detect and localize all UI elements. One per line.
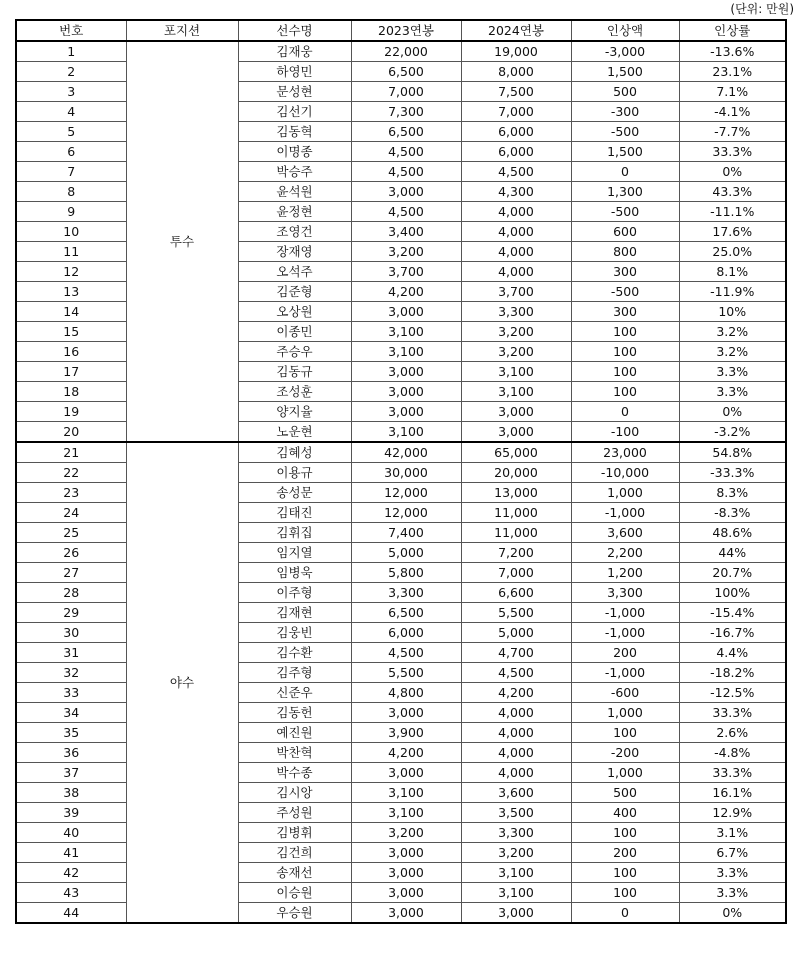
cell-player-name: 조성훈 (238, 382, 351, 402)
cell-salary-2023: 7,000 (351, 82, 461, 102)
cell-position: 야수 (126, 442, 238, 923)
cell-player-name: 임병욱 (238, 563, 351, 583)
cell-player-name: 김재현 (238, 603, 351, 623)
cell-player-name: 김혜성 (238, 442, 351, 463)
cell-salary-2024: 19,000 (461, 41, 571, 62)
cell-player-name: 하영민 (238, 62, 351, 82)
cell-salary-2024: 8,000 (461, 62, 571, 82)
cell-raise-rate: 3.2% (679, 342, 786, 362)
cell-player-name: 김수환 (238, 643, 351, 663)
cell-raise-rate: 3.3% (679, 362, 786, 382)
cell-salary-2023: 3,000 (351, 763, 461, 783)
cell-salary-2024: 11,000 (461, 523, 571, 543)
cell-raise-rate: 12.9% (679, 803, 786, 823)
cell-raise-amount: 500 (571, 783, 679, 803)
cell-raise-rate: 2.6% (679, 723, 786, 743)
cell-player-name: 임지열 (238, 543, 351, 563)
cell-raise-amount: 200 (571, 843, 679, 863)
cell-number: 25 (16, 523, 126, 543)
cell-player-name: 박승주 (238, 162, 351, 182)
cell-raise-rate: 6.7% (679, 843, 786, 863)
cell-salary-2024: 3,500 (461, 803, 571, 823)
cell-raise-rate: 100% (679, 583, 786, 603)
cell-raise-amount: 100 (571, 362, 679, 382)
cell-number: 8 (16, 182, 126, 202)
cell-raise-amount: 3,300 (571, 583, 679, 603)
table-row (16, 442, 786, 463)
cell-number: 9 (16, 202, 126, 222)
cell-salary-2023: 3,000 (351, 382, 461, 402)
cell-raise-amount: 100 (571, 723, 679, 743)
cell-raise-amount: -500 (571, 122, 679, 142)
cell-number: 19 (16, 402, 126, 422)
cell-number: 18 (16, 382, 126, 402)
cell-player-name: 주승우 (238, 342, 351, 362)
cell-raise-rate: 0% (679, 903, 786, 924)
cell-salary-2023: 3,100 (351, 783, 461, 803)
cell-salary-2024: 6,000 (461, 122, 571, 142)
cell-raise-rate: -33.3% (679, 463, 786, 483)
cell-raise-rate: 3.2% (679, 322, 786, 342)
cell-raise-amount: 100 (571, 342, 679, 362)
cell-raise-rate: 3.3% (679, 382, 786, 402)
cell-number: 6 (16, 142, 126, 162)
cell-number: 27 (16, 563, 126, 583)
cell-salary-2024: 4,500 (461, 162, 571, 182)
cell-player-name: 이명종 (238, 142, 351, 162)
cell-raise-rate: 3.1% (679, 823, 786, 843)
cell-salary-2024: 6,600 (461, 583, 571, 603)
cell-salary-2024: 11,000 (461, 503, 571, 523)
cell-number: 23 (16, 483, 126, 503)
cell-player-name: 오상원 (238, 302, 351, 322)
cell-raise-rate: -4.1% (679, 102, 786, 122)
cell-raise-amount: 2,200 (571, 543, 679, 563)
cell-raise-amount: 100 (571, 322, 679, 342)
cell-player-name: 김재웅 (238, 41, 351, 62)
cell-player-name: 김건희 (238, 843, 351, 863)
cell-salary-2023: 6,500 (351, 603, 461, 623)
cell-salary-2023: 42,000 (351, 442, 461, 463)
cell-player-name: 장재영 (238, 242, 351, 262)
cell-salary-2024: 3,700 (461, 282, 571, 302)
cell-number: 35 (16, 723, 126, 743)
cell-number: 15 (16, 322, 126, 342)
cell-salary-2024: 4,000 (461, 743, 571, 763)
cell-player-name: 양지율 (238, 402, 351, 422)
cell-number: 38 (16, 783, 126, 803)
cell-salary-2023: 6,500 (351, 62, 461, 82)
cell-salary-2023: 5,000 (351, 543, 461, 563)
cell-salary-2024: 4,000 (461, 262, 571, 282)
cell-number: 40 (16, 823, 126, 843)
cell-salary-2024: 4,700 (461, 643, 571, 663)
cell-raise-amount: 1,300 (571, 182, 679, 202)
cell-number: 31 (16, 643, 126, 663)
cell-salary-2024: 4,200 (461, 683, 571, 703)
cell-salary-2023: 4,200 (351, 743, 461, 763)
cell-number: 20 (16, 422, 126, 443)
cell-salary-2024: 20,000 (461, 463, 571, 483)
cell-number: 26 (16, 543, 126, 563)
cell-raise-amount: -3,000 (571, 41, 679, 62)
cell-raise-rate: 20.7% (679, 563, 786, 583)
cell-raise-rate: 17.6% (679, 222, 786, 242)
cell-salary-2023: 3,000 (351, 182, 461, 202)
cell-raise-rate: 0% (679, 402, 786, 422)
cell-number: 5 (16, 122, 126, 142)
cell-raise-rate: 48.6% (679, 523, 786, 543)
unit-note: (단위: 만원) (730, 2, 794, 16)
cell-salary-2024: 3,000 (461, 903, 571, 924)
cell-salary-2023: 3,000 (351, 903, 461, 924)
table-row (16, 41, 786, 62)
cell-raise-amount: -1,000 (571, 663, 679, 683)
cell-raise-amount: 200 (571, 643, 679, 663)
cell-raise-amount: 500 (571, 82, 679, 102)
cell-raise-rate: 3.3% (679, 883, 786, 903)
cell-player-name: 송재선 (238, 863, 351, 883)
cell-salary-2023: 3,100 (351, 422, 461, 443)
cell-player-name: 김휘집 (238, 523, 351, 543)
cell-raise-rate: -3.2% (679, 422, 786, 443)
cell-number: 16 (16, 342, 126, 362)
cell-salary-2023: 7,300 (351, 102, 461, 122)
cell-raise-rate: 16.1% (679, 783, 786, 803)
cell-salary-2023: 3,000 (351, 362, 461, 382)
cell-raise-rate: 54.8% (679, 442, 786, 463)
cell-raise-amount: -1,000 (571, 603, 679, 623)
cell-salary-2023: 5,800 (351, 563, 461, 583)
cell-salary-2023: 4,800 (351, 683, 461, 703)
cell-player-name: 김동헌 (238, 703, 351, 723)
cell-raise-rate: -11.1% (679, 202, 786, 222)
cell-salary-2024: 3,200 (461, 342, 571, 362)
cell-salary-2023: 3,400 (351, 222, 461, 242)
cell-salary-2024: 7,200 (461, 543, 571, 563)
cell-player-name: 김시앙 (238, 783, 351, 803)
cell-raise-amount: 800 (571, 242, 679, 262)
cell-salary-2024: 13,000 (461, 483, 571, 503)
cell-player-name: 신준우 (238, 683, 351, 703)
cell-raise-rate: -4.8% (679, 743, 786, 763)
cell-player-name: 윤정현 (238, 202, 351, 222)
cell-player-name: 김준형 (238, 282, 351, 302)
header-salary-2023: 2023연봉 (351, 20, 461, 41)
cell-salary-2024: 4,500 (461, 663, 571, 683)
cell-salary-2023: 4,500 (351, 202, 461, 222)
cell-raise-amount: -300 (571, 102, 679, 122)
cell-salary-2023: 3,200 (351, 823, 461, 843)
cell-player-name: 박찬혁 (238, 743, 351, 763)
cell-salary-2024: 3,100 (461, 362, 571, 382)
cell-player-name: 조영건 (238, 222, 351, 242)
cell-raise-amount: 0 (571, 402, 679, 422)
cell-number: 24 (16, 503, 126, 523)
cell-number: 1 (16, 41, 126, 62)
cell-player-name: 김동규 (238, 362, 351, 382)
cell-number: 43 (16, 883, 126, 903)
cell-salary-2023: 3,200 (351, 242, 461, 262)
cell-raise-amount: 3,600 (571, 523, 679, 543)
cell-raise-rate: -12.5% (679, 683, 786, 703)
cell-salary-2024: 3,200 (461, 322, 571, 342)
cell-salary-2023: 6,000 (351, 623, 461, 643)
cell-raise-amount: -1,000 (571, 503, 679, 523)
cell-salary-2023: 7,400 (351, 523, 461, 543)
cell-salary-2024: 4,000 (461, 202, 571, 222)
cell-number: 37 (16, 763, 126, 783)
cell-salary-2023: 3,000 (351, 703, 461, 723)
cell-number: 42 (16, 863, 126, 883)
cell-salary-2023: 12,000 (351, 483, 461, 503)
cell-player-name: 문성현 (238, 82, 351, 102)
cell-raise-rate: -18.2% (679, 663, 786, 683)
cell-number: 36 (16, 743, 126, 763)
cell-raise-rate: -11.9% (679, 282, 786, 302)
cell-salary-2024: 3,600 (461, 783, 571, 803)
cell-raise-rate: 44% (679, 543, 786, 563)
cell-raise-rate: 33.3% (679, 703, 786, 723)
cell-number: 2 (16, 62, 126, 82)
cell-player-name: 김웅빈 (238, 623, 351, 643)
cell-number: 3 (16, 82, 126, 102)
cell-raise-amount: 600 (571, 222, 679, 242)
cell-raise-amount: 1,500 (571, 62, 679, 82)
cell-salary-2023: 30,000 (351, 463, 461, 483)
cell-number: 4 (16, 102, 126, 122)
cell-number: 32 (16, 663, 126, 683)
cell-salary-2024: 5,000 (461, 623, 571, 643)
cell-raise-amount: 1,000 (571, 763, 679, 783)
cell-number: 11 (16, 242, 126, 262)
cell-raise-amount: 300 (571, 262, 679, 282)
cell-raise-amount: 1,000 (571, 483, 679, 503)
cell-raise-rate: 10% (679, 302, 786, 322)
header-raise-amount: 인상액 (571, 20, 679, 41)
cell-raise-amount: -500 (571, 282, 679, 302)
cell-raise-amount: -1,000 (571, 623, 679, 643)
cell-player-name: 김주형 (238, 663, 351, 683)
cell-salary-2024: 3,000 (461, 402, 571, 422)
cell-player-name: 박수종 (238, 763, 351, 783)
table-header-row (16, 20, 786, 41)
cell-number: 10 (16, 222, 126, 242)
cell-raise-amount: -100 (571, 422, 679, 443)
cell-player-name: 송성문 (238, 483, 351, 503)
cell-raise-amount: 0 (571, 162, 679, 182)
cell-raise-rate: 3.3% (679, 863, 786, 883)
cell-salary-2023: 3,000 (351, 843, 461, 863)
cell-raise-rate: 25.0% (679, 242, 786, 262)
cell-player-name: 노운현 (238, 422, 351, 443)
cell-position: 투수 (126, 41, 238, 442)
cell-raise-rate: 43.3% (679, 182, 786, 202)
cell-number: 33 (16, 683, 126, 703)
cell-player-name: 김병휘 (238, 823, 351, 843)
cell-raise-rate: 23.1% (679, 62, 786, 82)
cell-number: 41 (16, 843, 126, 863)
cell-salary-2024: 3,100 (461, 382, 571, 402)
cell-player-name: 김선기 (238, 102, 351, 122)
cell-player-name: 이승원 (238, 883, 351, 903)
cell-salary-2024: 3,100 (461, 883, 571, 903)
cell-raise-rate: 0% (679, 162, 786, 182)
table-body (16, 41, 786, 923)
cell-raise-rate: -15.4% (679, 603, 786, 623)
cell-salary-2024: 3,200 (461, 843, 571, 863)
cell-salary-2023: 3,700 (351, 262, 461, 282)
cell-salary-2024: 7,000 (461, 563, 571, 583)
cell-salary-2023: 3,000 (351, 402, 461, 422)
cell-raise-amount: -600 (571, 683, 679, 703)
cell-raise-rate: -16.7% (679, 623, 786, 643)
cell-number: 44 (16, 903, 126, 924)
cell-salary-2024: 5,500 (461, 603, 571, 623)
cell-raise-rate: 4.4% (679, 643, 786, 663)
cell-salary-2023: 3,300 (351, 583, 461, 603)
cell-number: 22 (16, 463, 126, 483)
cell-salary-2023: 12,000 (351, 503, 461, 523)
cell-number: 13 (16, 282, 126, 302)
cell-salary-2023: 3,000 (351, 863, 461, 883)
header-raise-rate: 인상률 (679, 20, 786, 41)
cell-player-name: 이종민 (238, 322, 351, 342)
cell-player-name: 주성원 (238, 803, 351, 823)
cell-player-name: 이주형 (238, 583, 351, 603)
cell-salary-2023: 3,000 (351, 302, 461, 322)
cell-player-name: 예진원 (238, 723, 351, 743)
cell-salary-2024: 6,000 (461, 142, 571, 162)
cell-raise-rate: 33.3% (679, 763, 786, 783)
cell-raise-amount: 400 (571, 803, 679, 823)
cell-salary-2024: 4,000 (461, 763, 571, 783)
cell-raise-amount: 100 (571, 382, 679, 402)
cell-raise-amount: 100 (571, 863, 679, 883)
cell-salary-2023: 3,900 (351, 723, 461, 743)
cell-raise-amount: -200 (571, 743, 679, 763)
cell-salary-2023: 22,000 (351, 41, 461, 62)
cell-raise-amount: 100 (571, 823, 679, 843)
cell-salary-2024: 4,000 (461, 222, 571, 242)
cell-number: 34 (16, 703, 126, 723)
cell-salary-2023: 3,100 (351, 342, 461, 362)
cell-number: 21 (16, 442, 126, 463)
cell-number: 14 (16, 302, 126, 322)
cell-number: 7 (16, 162, 126, 182)
cell-salary-2023: 4,200 (351, 282, 461, 302)
cell-raise-rate: -13.6% (679, 41, 786, 62)
cell-raise-amount: 1,000 (571, 703, 679, 723)
cell-salary-2024: 4,000 (461, 703, 571, 723)
cell-number: 12 (16, 262, 126, 282)
cell-number: 39 (16, 803, 126, 823)
cell-raise-rate: 7.1% (679, 82, 786, 102)
cell-salary-2024: 4,000 (461, 242, 571, 262)
cell-salary-2024: 7,500 (461, 82, 571, 102)
cell-salary-2023: 4,500 (351, 643, 461, 663)
cell-raise-rate: -7.7% (679, 122, 786, 142)
cell-raise-rate: -8.3% (679, 503, 786, 523)
cell-salary-2023: 6,500 (351, 122, 461, 142)
cell-number: 30 (16, 623, 126, 643)
cell-raise-rate: 33.3% (679, 142, 786, 162)
cell-salary-2024: 3,000 (461, 422, 571, 443)
cell-raise-amount: 300 (571, 302, 679, 322)
header-salary-2024: 2024연봉 (461, 20, 571, 41)
cell-raise-amount: 1,200 (571, 563, 679, 583)
cell-salary-2024: 3,300 (461, 302, 571, 322)
cell-raise-amount: 1,500 (571, 142, 679, 162)
header-number: 번호 (16, 20, 126, 41)
cell-salary-2024: 65,000 (461, 442, 571, 463)
header-position: 포지션 (126, 20, 238, 41)
cell-number: 17 (16, 362, 126, 382)
cell-salary-2024: 4,300 (461, 182, 571, 202)
cell-salary-2024: 4,000 (461, 723, 571, 743)
cell-player-name: 이용규 (238, 463, 351, 483)
cell-salary-2023: 3,100 (351, 322, 461, 342)
cell-salary-2023: 3,100 (351, 803, 461, 823)
cell-player-name: 김태진 (238, 503, 351, 523)
cell-raise-amount: 0 (571, 903, 679, 924)
cell-salary-2023: 4,500 (351, 162, 461, 182)
cell-salary-2023: 3,000 (351, 883, 461, 903)
header-player-name: 선수명 (238, 20, 351, 41)
cell-raise-amount: 23,000 (571, 442, 679, 463)
cell-salary-2024: 3,300 (461, 823, 571, 843)
cell-raise-amount: -10,000 (571, 463, 679, 483)
cell-number: 28 (16, 583, 126, 603)
cell-salary-2024: 3,100 (461, 863, 571, 883)
cell-raise-amount: 100 (571, 883, 679, 903)
cell-raise-rate: 8.1% (679, 262, 786, 282)
salary-table (15, 19, 787, 924)
cell-player-name: 우승원 (238, 903, 351, 924)
cell-player-name: 김동혁 (238, 122, 351, 142)
cell-raise-amount: -500 (571, 202, 679, 222)
cell-player-name: 윤석원 (238, 182, 351, 202)
cell-player-name: 오석주 (238, 262, 351, 282)
cell-number: 29 (16, 603, 126, 623)
cell-salary-2024: 7,000 (461, 102, 571, 122)
cell-raise-rate: 8.3% (679, 483, 786, 503)
cell-salary-2023: 4,500 (351, 142, 461, 162)
cell-salary-2023: 5,500 (351, 663, 461, 683)
